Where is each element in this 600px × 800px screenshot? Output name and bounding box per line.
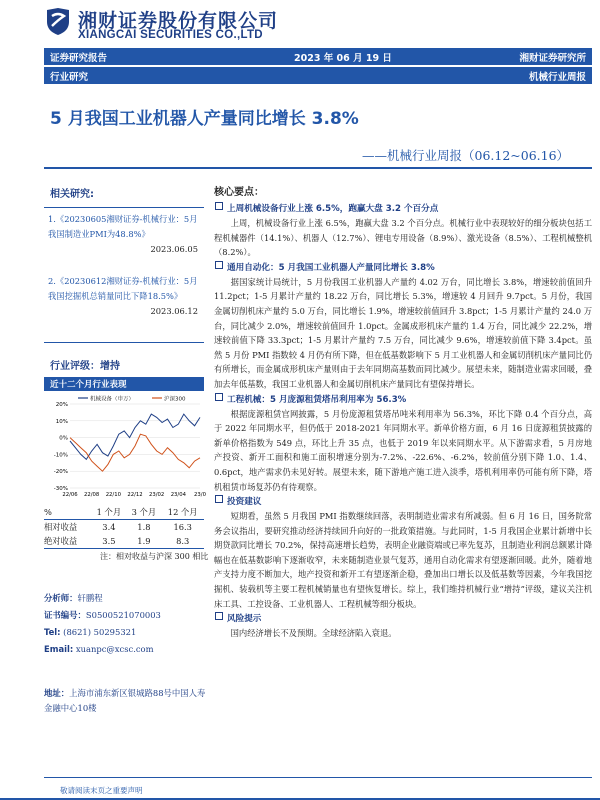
bullet-square-icon bbox=[215, 495, 223, 503]
x-tick-label: 23/02 bbox=[149, 492, 165, 498]
section-heading: 风险提示 bbox=[214, 612, 592, 626]
cert-label: 证书编号： bbox=[44, 610, 86, 620]
tel-label: Tel: bbox=[44, 627, 61, 637]
table-header-cell: 12 个月 bbox=[161, 505, 204, 520]
header-bar-top bbox=[44, 48, 592, 65]
section-heading: 通用自动化：5 月我国工业机器人产量同比增长 3.8% bbox=[214, 261, 592, 275]
related-research-box bbox=[44, 207, 204, 338]
x-tick-label: 22/06 bbox=[62, 492, 78, 498]
y-tick-label: 0% bbox=[59, 435, 68, 442]
analyst-name: 轩鹏程 bbox=[77, 593, 103, 603]
table-header-cell: 1 个月 bbox=[91, 505, 126, 520]
analyst-info bbox=[44, 590, 214, 658]
section-heading: 投资建议 bbox=[214, 495, 592, 509]
y-tick-label: -10% bbox=[53, 452, 68, 459]
x-tick-label: 22/12 bbox=[127, 492, 143, 498]
institute-name: 湘财证券研究所 bbox=[519, 53, 586, 64]
tel-number: (8621) 50295321 bbox=[63, 627, 137, 637]
related-heading: 相关研究: bbox=[50, 189, 94, 200]
section-paragraph: 据国家统计局统计，5 月份我国工业机器人产量约 4.02 万台，同比增长 3.8%，增速较前值回升 11.2pct；1-5 月累计产量约 18.22 万台，同比增长 5.3%，增速较 4 月回升 9.7pct。5 月份，我国金属切削机床产量约 5.0 万台，同比增长 1.9%，增速较前值回升 3.8pct；1-5 月累计产量约 24.0 万台，同比减少 2.0%，增速较前值回升 1.0pct。金属成形机床产量约 1.4 万台，同比减少 22.2%，增速较前值下降 33.3pct；1-5 月累计产量约 7.5 万台，同比减少 9.6%，增速较前值下降 3.4pct。虽然 5 月份 PMI 指数较 4 月仍有所下降，但在低基数影响下 5 月工业机器人和金属切削机床产量同比仍有所增长，而金属成形机床产量则由于去年同期高基数而同比减少。展望未来，随制造业需求回暖，叠加去年低基数，我国工业机器人和金属切削机床产量同比有望保持增长。 bbox=[214, 276, 592, 389]
row-label: 绝对收益 bbox=[44, 534, 91, 549]
row-label: 相对收益 bbox=[44, 522, 78, 532]
company-name-cn: 湘财证券股份有限公司 bbox=[78, 10, 279, 32]
table-header-cell: 3 个月 bbox=[126, 505, 161, 520]
section-paragraph: 国内经济增长不及预期。全球经济陷入衰退。 bbox=[230, 628, 397, 639]
table-cell: 3.5 bbox=[91, 534, 126, 549]
table-header-row bbox=[44, 505, 204, 520]
address-label: 地址： bbox=[44, 688, 70, 698]
cert-number: S0500521070003 bbox=[85, 610, 161, 620]
table-cell: 1.8 bbox=[137, 522, 151, 532]
bullet-square-icon bbox=[215, 202, 223, 210]
title-divider bbox=[44, 167, 592, 169]
email-link[interactable]: xuanpc@xcsc.com bbox=[75, 644, 154, 654]
company-logo-icon bbox=[44, 6, 72, 36]
email-label: Email: bbox=[44, 644, 74, 654]
table-cell: 8.3 bbox=[161, 534, 204, 549]
table-header-cell: % bbox=[44, 505, 91, 520]
report-category: 行业研究 bbox=[50, 72, 89, 83]
report-series: 机械行业周报 bbox=[528, 72, 586, 83]
analyst-name-label: 分析师： bbox=[44, 593, 78, 603]
bullet-square-icon bbox=[215, 393, 223, 401]
x-tick-label: 22/10 bbox=[105, 492, 121, 498]
table-cell: 1.9 bbox=[126, 534, 161, 549]
section-paragraph: 短期看，虽然 5 月我国 PMI 指数继续回落，表明制造业需求有所减弱。但 6 月 16 日，国务院常务会议指出，要研究推动经济持续回升向好的一批政策措施。与此同时，1-5 月我国企业累计新增中长期贷款同比增长 70.2%，保持高速增长趋势，表明企业融资端或已率先复苏，且制造业利润总额累计降幅也在低基数影响下逐渐收窄，未来随制造业景气复苏，通用自动化需求有望逐渐回暖。此外，随着地产支持力度不断加大，地产投资和新开工有望逐渐企稳，叠加出口增长以及低基数等因素，今年我国挖掘机、装载机等主要工程机械销量也有望恢复增长。综上，我们维持机械行业“增持”评级，建议关注机床工具、工控设备、工业机器人、工程机械等细分板块。 bbox=[214, 511, 592, 609]
y-tick-label: -20% bbox=[53, 469, 68, 476]
sidebar-divider bbox=[44, 342, 204, 343]
industry-performance-chart bbox=[44, 392, 204, 500]
legend-label-machinery: 机械设备（申万） bbox=[90, 396, 135, 403]
bullet-square-icon bbox=[215, 261, 223, 269]
section-paragraph: 上周，机械设备行业上涨 6.5%，跑赢大盘 3.2 个百分点。机械行业中表现较好的细分板块包括工程机械器件（14.1%）、机器人（12.7%）、锂电专用设备（8.9%）、激光设备（8.5%）、工程机械整机（8.2%）。 bbox=[214, 218, 592, 258]
report-date: 2023 年 06 月 19 日 bbox=[294, 53, 392, 64]
y-tick-label: 10% bbox=[55, 418, 68, 425]
header-bar-bottom bbox=[44, 67, 592, 84]
section-paragraph: 根据庞源租赁官网披露，5 月份庞源租赁塔吊吨米利用率为 56.3%，环比下降 0.4 个百分点，高于 2022 年同期水平，但仍低于 2018-2021 年同期水平。新单价格方面，6 月 16 日庞源租赁披露的新单价格指数为 549 点，环比上升 35 点，也低于 2019 年以来同期水平。从下游需求看，5 月房地产投资、新开工面积和施工面积增速分别为-7.2%、-22.6%、-6.2%，较前值分别下降 1.0、1.4、0.6pct，地产需求仍未见好转。展望未来，随下游地产施工进入淡季，塔机利用率仍可能有所下降，塔机租赁市场复苏仍有待观察。 bbox=[214, 408, 592, 492]
report-type: 证券研究报告 bbox=[50, 53, 108, 64]
related-item-text: 2.《20230612湘财证券-机械行业：5月我国挖掘机总销量同比下降18.5%》 bbox=[48, 276, 198, 301]
table-row bbox=[44, 520, 204, 535]
series-line-csi300 bbox=[70, 434, 200, 471]
table-row bbox=[44, 534, 204, 549]
key-points-heading: 核心要点： bbox=[214, 187, 264, 198]
address-text: 上海市浦东新区银城路88号中国人寿金融中心10楼 bbox=[44, 688, 206, 713]
table-cell: 16.3 bbox=[173, 522, 192, 532]
legend-label-csi300: 沪深300 bbox=[164, 396, 186, 403]
section-heading: 上周机械设备行业上涨 6.5%，跑赢大盘 3.2 个百分点 bbox=[214, 202, 592, 216]
related-item-text: 1.《20230605湘财证券-机械行业：5月我国制造业PMI为48.8%》 bbox=[48, 214, 198, 239]
related-item-date: 2023.06.12 bbox=[150, 306, 198, 316]
related-item-date: 2023.06.05 bbox=[150, 244, 198, 254]
chart-title-bar bbox=[44, 377, 204, 391]
company-name-en: XIANGCAI SECURITIES CO.,LTD bbox=[78, 29, 263, 41]
page-title: 5 月我国工业机器人产量同比增长 3.8% bbox=[50, 109, 359, 129]
section-heading: 工程机械：5 月庞源租赁塔吊利用率为 56.3% bbox=[214, 393, 592, 407]
related-item[interactable] bbox=[48, 212, 198, 257]
x-tick-label: 23/0 bbox=[194, 492, 206, 498]
x-tick-label: 22/08 bbox=[84, 492, 100, 498]
y-tick-label: 20% bbox=[55, 402, 68, 408]
performance-table bbox=[44, 505, 204, 549]
related-item[interactable] bbox=[48, 274, 198, 319]
table-cell: 3.4 bbox=[102, 522, 116, 532]
footer-divider bbox=[44, 777, 592, 778]
main-content bbox=[214, 183, 592, 642]
page-subtitle: ——机械行业周报（06.12~06.16） bbox=[362, 148, 570, 163]
footer-disclaimer[interactable]: 敬请阅读末页之重要声明 bbox=[60, 786, 143, 795]
chart-title: 近十二个月行业表现 bbox=[50, 380, 127, 390]
table-note: 注：相对收益与沪深 300 相比 bbox=[100, 552, 209, 561]
bullet-square-icon bbox=[215, 612, 223, 620]
industry-rating: 行业评级：增持 bbox=[50, 361, 120, 372]
address-block bbox=[44, 686, 209, 716]
y-tick-label: -30% bbox=[53, 486, 68, 492]
x-tick-label: 23/04 bbox=[170, 492, 186, 498]
